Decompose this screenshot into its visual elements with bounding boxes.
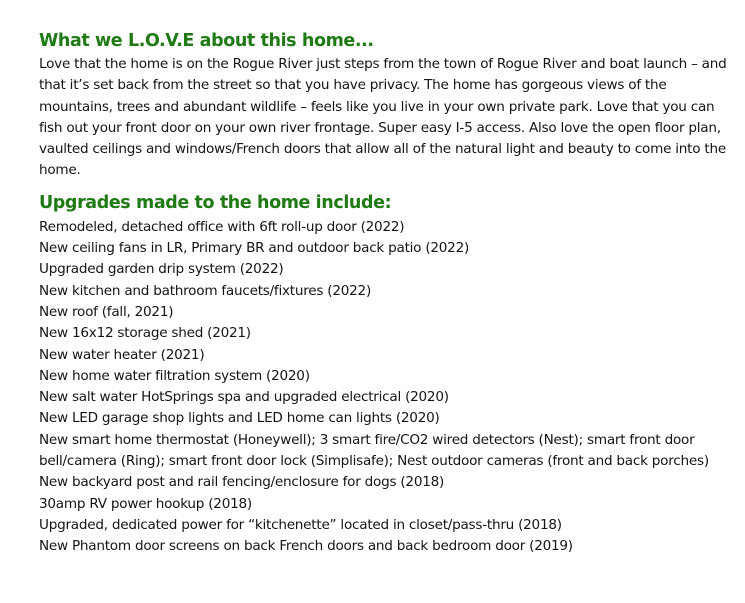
list-item: New home water filtration system (2020) — [39, 367, 310, 384]
list-item: New water heater (2021) — [39, 346, 205, 363]
list-item: New smart home thermostat (Honeywell); 3 smart fire/CO2 wired detectors (Nest); smart front door bell/camera (Ring); smart front door lock (Simplisafe); Nest outdoor cameras (front and back porches) — [39, 431, 709, 470]
list-item: New kitchen and bathroom faucets/fixtures (2022) — [39, 282, 371, 299]
list-item: New salt water HotSprings spa and upgraded electrical (2020) — [39, 389, 449, 406]
upgrades-section-heading: Upgrades made to the home include: — [39, 192, 392, 213]
list-item: New LED garage shop lights and LED home can lights (2020) — [39, 410, 440, 427]
list-item: Upgraded garden drip system (2022) — [39, 261, 284, 278]
list-item: Remodeled, detached office with 6ft roll-up door (2022) — [39, 218, 405, 235]
list-item: Upgraded, dedicated power for “kitchenette” located in closet/pass-thru (2018) — [39, 516, 562, 533]
love-section-paragraph: Love that the home is on the Rogue River just steps from the town of Rogue River and boat launch – and that it’s set back from the street so that you have privacy. The home has gorgeous views of the mountains, trees and abundant wildlife – feels like you live in your own private park. Love that you can fish out your front door on your own river frontage. Super easy I-5 access. Also love the open floor plan, vaulted ceilings and windows/French doors that allow all of the natural light and beauty to come into the home. — [39, 56, 727, 179]
list-item: New 16x12 storage shed (2021) — [39, 325, 251, 342]
list-item: New ceiling fans in LR, Primary BR and outdoor back patio (2022) — [39, 240, 470, 257]
listing-document — [39, 28, 729, 558]
love-section-heading: What we L.O.V.E about this home... — [39, 31, 374, 51]
upgrades-list — [39, 217, 729, 558]
list-item: New Phantom door screens on back French doors and back bedroom door (2019) — [39, 538, 573, 555]
list-item: New roof (fall, 2021) — [39, 303, 174, 320]
list-item: New backyard post and rail fencing/enclosure for dogs (2018) — [39, 474, 445, 491]
list-item: 30amp RV power hookup (2018) — [39, 495, 252, 512]
